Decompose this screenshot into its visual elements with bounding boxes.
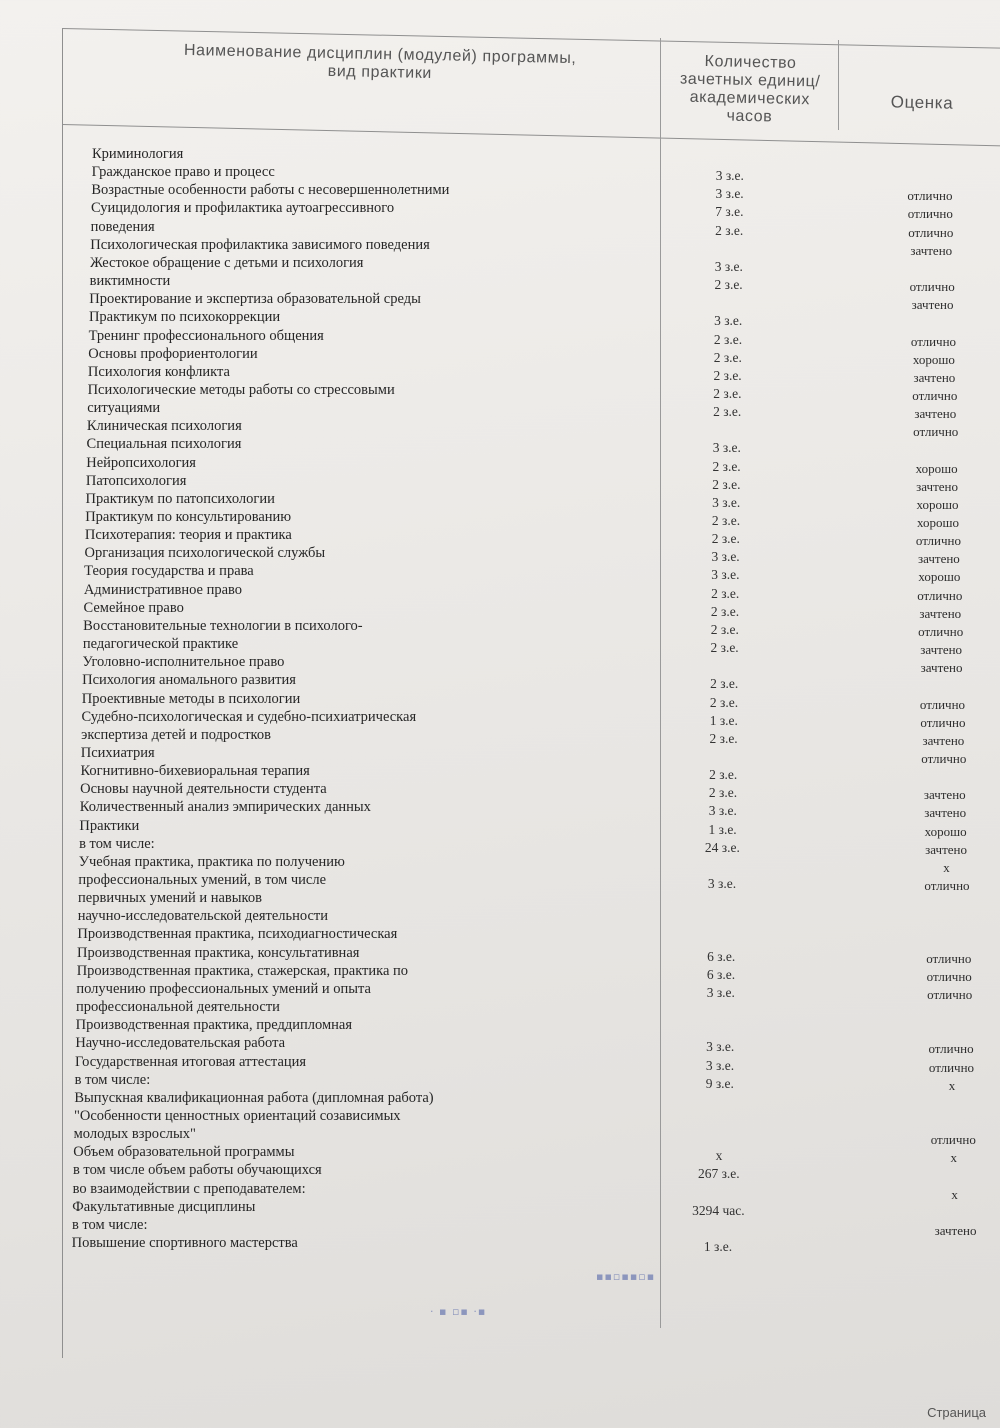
credits-value: 3 з.е.: [715, 186, 744, 202]
table-row: [0, 291, 1000, 313]
discipline-name: Психологические методы работы со стрессовыми: [87, 381, 395, 398]
discipline-name: Практики: [79, 817, 140, 834]
table-row: [0, 563, 1000, 585]
table-row: [0, 654, 1000, 676]
table-row: [0, 853, 1000, 875]
discipline-name: Когнитивно-бихевиоральная терапия: [80, 763, 310, 780]
ink-stamp-fragment: ▪▪▫▪▪▫▪: [596, 1270, 656, 1283]
credits-value: 2 з.е.: [709, 730, 738, 746]
grade-value: отлично: [919, 696, 966, 712]
discipline-name: Проектирование и экспертиза образовательной среды: [89, 291, 421, 308]
header-credits-line-1: Количество: [704, 53, 797, 72]
grade-value: х: [951, 1186, 958, 1202]
grade-value: отлично: [917, 587, 963, 603]
credits-value: 3 з.е.: [705, 1057, 735, 1073]
discipline-name: первичных умений и навыков: [78, 890, 262, 907]
table-row: [0, 363, 1000, 385]
table-row: [0, 763, 1000, 781]
credits-value: 2 з.е.: [710, 640, 739, 656]
grade-value: зачтено: [920, 660, 963, 676]
credits-value: 9 з.е.: [705, 1075, 734, 1091]
table-row: [0, 817, 1000, 839]
credits-value: х: [715, 1148, 723, 1164]
column-divider-grade: [838, 40, 839, 130]
grade-value: зачтено: [934, 1222, 977, 1238]
credits-value: 6 з.е.: [707, 948, 736, 964]
discipline-name: Практикум по патопсихологии: [85, 490, 275, 507]
discipline-name: профессиональных умений, в том числе: [78, 872, 327, 888]
page-label: Страница: [927, 1405, 986, 1420]
table-row: [0, 527, 1000, 549]
table-row: [0, 454, 1000, 476]
grade-value: отлично: [908, 224, 954, 240]
header-credits: [669, 52, 830, 127]
grade-value: отлично: [910, 333, 957, 349]
header-credits-line-4: часов: [726, 107, 773, 126]
grade-value: отлично: [921, 750, 967, 766]
credits-value: 1 з.е.: [703, 1239, 733, 1254]
credits-value: 2 з.е.: [712, 476, 741, 492]
grade-value: хорошо: [916, 496, 959, 512]
credits-value: 2 з.е.: [708, 785, 738, 801]
table-row: [0, 164, 1000, 182]
discipline-name: Тренинг профессионального общения: [88, 327, 324, 344]
credits-value: 2 з.е.: [712, 458, 741, 474]
grade-value: отлично: [920, 714, 966, 730]
table-row: [0, 1180, 1000, 1202]
grade-value: отлично: [912, 387, 958, 403]
header-discipline-line-2: вид практики: [327, 62, 433, 83]
credits-value: 2 з.е.: [715, 222, 744, 238]
credits-value: 3 з.е.: [711, 567, 740, 583]
discipline-name: ситуациями: [87, 400, 161, 417]
discipline-name: Нейропсихология: [86, 454, 196, 471]
credits-value: 2 з.е.: [713, 349, 742, 365]
header-credits-line-3: академических: [689, 88, 811, 109]
credits-value: 6 з.е.: [706, 966, 736, 982]
header-credits-line-2: зачетных единиц/: [679, 70, 821, 91]
discipline-name: Основы научной деятельности студента: [80, 781, 327, 798]
table-row: [0, 309, 1000, 327]
discipline-name: Психология конфликта: [87, 363, 230, 380]
grade-value: зачтено: [917, 551, 960, 567]
table-row: [0, 999, 1000, 1017]
table-row: [0, 490, 1000, 512]
grade-value: отлично: [927, 986, 973, 1002]
grade-value: отлично: [926, 968, 972, 984]
grade-value: зачтено: [914, 406, 957, 422]
table-row: [0, 255, 1000, 273]
discipline-name: Учебная практика, практика по получению: [78, 853, 345, 870]
table-row: [0, 581, 1000, 603]
discipline-name: Психология аномального развития: [82, 672, 296, 689]
discipline-name: Возрастные особенности работы с несовершеннолетними: [91, 182, 450, 199]
table-row: [0, 1126, 1000, 1148]
header-grade-label: Оценка: [890, 92, 954, 113]
credits-value: 2 з.е.: [713, 331, 743, 347]
table-row: [0, 1199, 1000, 1217]
discipline-name: Психотерапия: теория и практика: [84, 527, 292, 544]
grade-value: отлично: [928, 1041, 974, 1057]
credits-value: 2 з.е.: [713, 385, 742, 401]
table-row: [0, 835, 1000, 857]
grade-value: зачтено: [911, 297, 954, 313]
table-row: [0, 418, 1000, 440]
discipline-name: экспертиза детей и подростков: [81, 726, 271, 743]
credits-value: 2 з.е.: [713, 367, 742, 383]
discipline-name: Практикум по психокоррекции: [88, 309, 281, 326]
table-row: [0, 345, 1000, 367]
discipline-name: получению профессиональных умений и опыта: [76, 980, 371, 997]
grade-value: х: [948, 1077, 956, 1093]
grade-value: х: [943, 859, 950, 875]
discipline-name: Восстановительные технологии в психолого-: [83, 617, 363, 634]
discipline-name: Суицидология и профилактика аутоагрессивного: [90, 200, 395, 217]
discipline-name: Проективные методы в психологии: [81, 690, 301, 707]
grade-value: хорошо: [915, 460, 958, 476]
discipline-name: Организация психологической службы: [84, 545, 326, 562]
grade-value: зачтено: [923, 787, 966, 803]
table-row: [0, 381, 1000, 403]
table-row: [0, 726, 1000, 748]
grade-value: хорошо: [912, 351, 955, 367]
credits-value: 2 з.е.: [713, 404, 742, 420]
credits-value: 3 з.е.: [712, 494, 741, 510]
discipline-name: Семейное право: [83, 599, 184, 616]
credits-value: 3294 час.: [692, 1202, 745, 1218]
table-row: [0, 509, 1000, 530]
credits-value: 2 з.е.: [709, 694, 739, 710]
table-row: [0, 182, 1000, 204]
discipline-name: Гражданское право и процесс: [91, 164, 275, 181]
grade-value: зачтено: [919, 605, 962, 621]
table-row: [0, 1108, 1000, 1126]
table-row: [0, 980, 1000, 1002]
discipline-name: Криминология: [92, 146, 184, 162]
grade-value: отлично: [918, 623, 964, 639]
grade-value: отлично: [924, 878, 970, 893]
table-row: [0, 1035, 1000, 1057]
discipline-name: в том числе:: [71, 1216, 148, 1233]
grade-value: отлично: [926, 950, 972, 966]
grade-value: зачтено: [924, 805, 967, 821]
discipline-name: Производственная практика, психодиагностическая: [77, 926, 398, 943]
credits-value: 1 з.е.: [709, 712, 738, 728]
table-row: [0, 1162, 1000, 1180]
credits-value: 2 з.е.: [711, 585, 740, 601]
table-row: [0, 962, 1000, 984]
discipline-name: научно-исследовательской деятельности: [77, 908, 329, 925]
table-row: [0, 599, 1000, 621]
table-row: [0, 1090, 1000, 1108]
table-row: [0, 1053, 1000, 1075]
grade-value: зачтено: [920, 642, 963, 658]
grade-value: зачтено: [922, 732, 965, 748]
table-row: [0, 890, 1000, 908]
credits-value: 3 з.е.: [714, 258, 743, 274]
credits-value: 2 з.е.: [709, 767, 738, 783]
discipline-name: Повышение спортивного мастерства: [71, 1235, 298, 1251]
discipline-name: Практикум по консультированию: [85, 509, 292, 525]
table-row: [0, 1017, 1000, 1035]
table-row: [0, 672, 1000, 690]
table-row: [0, 872, 1000, 893]
grade-value: зачтено: [925, 841, 968, 857]
discipline-name: Государственная итоговая аттестация: [75, 1053, 307, 1070]
table-row: [0, 236, 1000, 258]
credits-value: 3 з.е.: [706, 1039, 735, 1055]
table-row: [0, 273, 1000, 295]
grade-value: отлично: [907, 188, 953, 204]
discipline-name: поведения: [90, 218, 155, 235]
credits-value: 2 з.е.: [710, 621, 739, 637]
credits-value: 24 з.е.: [704, 839, 740, 855]
discipline-name: Производственная практика, стажерская, практика по: [76, 962, 409, 979]
discipline-name: профессиональной деятельности: [76, 999, 280, 1016]
discipline-name: во взаимодействии с преподавателем:: [72, 1180, 306, 1197]
table-row: [0, 908, 1000, 926]
credits-value: 3 з.е.: [711, 549, 740, 565]
grade-value: отлично: [909, 279, 955, 295]
discipline-name: Научно-исследовательская работа: [75, 1035, 286, 1052]
discipline-name: в том числе:: [74, 1071, 151, 1088]
credits-value: 2 з.е.: [710, 603, 740, 619]
credits-value: 3 з.е.: [712, 440, 741, 456]
discipline-name: виктимности: [89, 273, 171, 290]
credits-value: 2 з.е.: [711, 513, 741, 528]
credits-value: 3 з.е.: [714, 313, 743, 329]
table-row: [0, 636, 1000, 658]
ink-stamp-fragment: · ▪ ▫▪ ·▪: [430, 1305, 487, 1318]
discipline-name: Психиатрия: [80, 744, 155, 761]
discipline-name: Специальная психология: [86, 436, 242, 453]
table-row: [0, 744, 1000, 766]
table-row: [0, 1216, 1000, 1238]
table-row: [0, 218, 1000, 240]
discipline-name: педагогической практике: [82, 636, 239, 653]
credits-value: 3 з.е.: [715, 168, 744, 184]
table-row: [0, 400, 1000, 422]
credits-value: 267 з.е.: [697, 1166, 740, 1182]
discipline-name: Выпускная квалификационная работа (дипломная работа): [74, 1089, 434, 1106]
table-row: [0, 327, 1000, 349]
discipline-name: Производственная практика, преддипломная: [75, 1017, 352, 1034]
table-row: [0, 926, 1000, 944]
grade-value: отлично: [915, 533, 961, 549]
discipline-name: Основы профориентологии: [88, 345, 258, 362]
grade-value: отлично: [907, 206, 953, 222]
discipline-name: Факультативные дисциплины: [72, 1198, 256, 1215]
table-row: [0, 617, 1000, 639]
grade-value: хорошо: [916, 515, 959, 530]
discipline-name: Судебно-психологическая и судебно-психиатрическая: [81, 708, 417, 725]
grade-value: зачтено: [913, 369, 956, 385]
credits-value: 3 з.е.: [706, 984, 735, 1000]
discipline-name: Объем образовательной программы: [73, 1144, 295, 1161]
credits-value: 2 з.е.: [711, 531, 740, 547]
table-row: [0, 1144, 1000, 1166]
header-grade: [862, 93, 982, 114]
table-row: [0, 690, 1000, 712]
table-row: [0, 472, 1000, 494]
discipline-name: молодых взрослых": [73, 1126, 196, 1143]
table-row: [0, 146, 1000, 164]
grade-value: хорошо: [918, 569, 961, 585]
discipline-name: Теория государства и права: [84, 563, 254, 580]
grade-value: отлично: [913, 424, 959, 440]
table-row: [0, 436, 1000, 454]
discipline-name: Административное право: [83, 581, 243, 598]
discipline-name: Патопсихология: [85, 472, 187, 489]
discipline-name: Производственная практика, консультативная: [77, 944, 360, 961]
credits-value: 3 з.е.: [707, 876, 737, 891]
grade-value: зачтено: [910, 242, 953, 258]
discipline-name: в том числе объем работы обучающихся: [72, 1162, 322, 1179]
discipline-name: Клиническая психология: [86, 418, 242, 435]
table-row: [0, 545, 1000, 567]
grade-value: отлично: [930, 1132, 976, 1148]
discipline-name: "Особенности ценностных ориентаций созависимых: [73, 1107, 401, 1124]
credits-value: 1 з.е.: [708, 821, 737, 837]
table-row: [0, 944, 1000, 966]
discipline-name: Психологическая профилактика зависимого поведения: [90, 236, 430, 253]
grade-value: отлично: [928, 1059, 975, 1075]
table-row: [0, 799, 1000, 821]
credits-value: 2 з.е.: [714, 277, 743, 293]
discipline-name: Жестокое обращение с детьми и психология: [89, 254, 364, 271]
credits-value: 2 з.е.: [710, 676, 739, 692]
grade-value: зачтено: [916, 478, 959, 494]
table-row: [0, 1235, 1000, 1253]
header-discipline-line-1: Наименование дисциплин (модулей) программы,: [183, 41, 577, 68]
table-row: [0, 1071, 1000, 1093]
table-row: [0, 708, 1000, 730]
credits-value: 7 з.е.: [715, 204, 744, 220]
discipline-name: в том числе:: [79, 835, 155, 852]
table-row: [0, 200, 1000, 222]
discipline-name: Уголовно-исполнительное право: [82, 654, 285, 671]
discipline-name: Количественный анализ эмпирических данных: [79, 799, 371, 816]
grade-value: х: [950, 1150, 957, 1166]
grade-value: хорошо: [924, 823, 967, 839]
credits-value: 3 з.е.: [708, 803, 737, 819]
table-row: [0, 781, 1000, 803]
